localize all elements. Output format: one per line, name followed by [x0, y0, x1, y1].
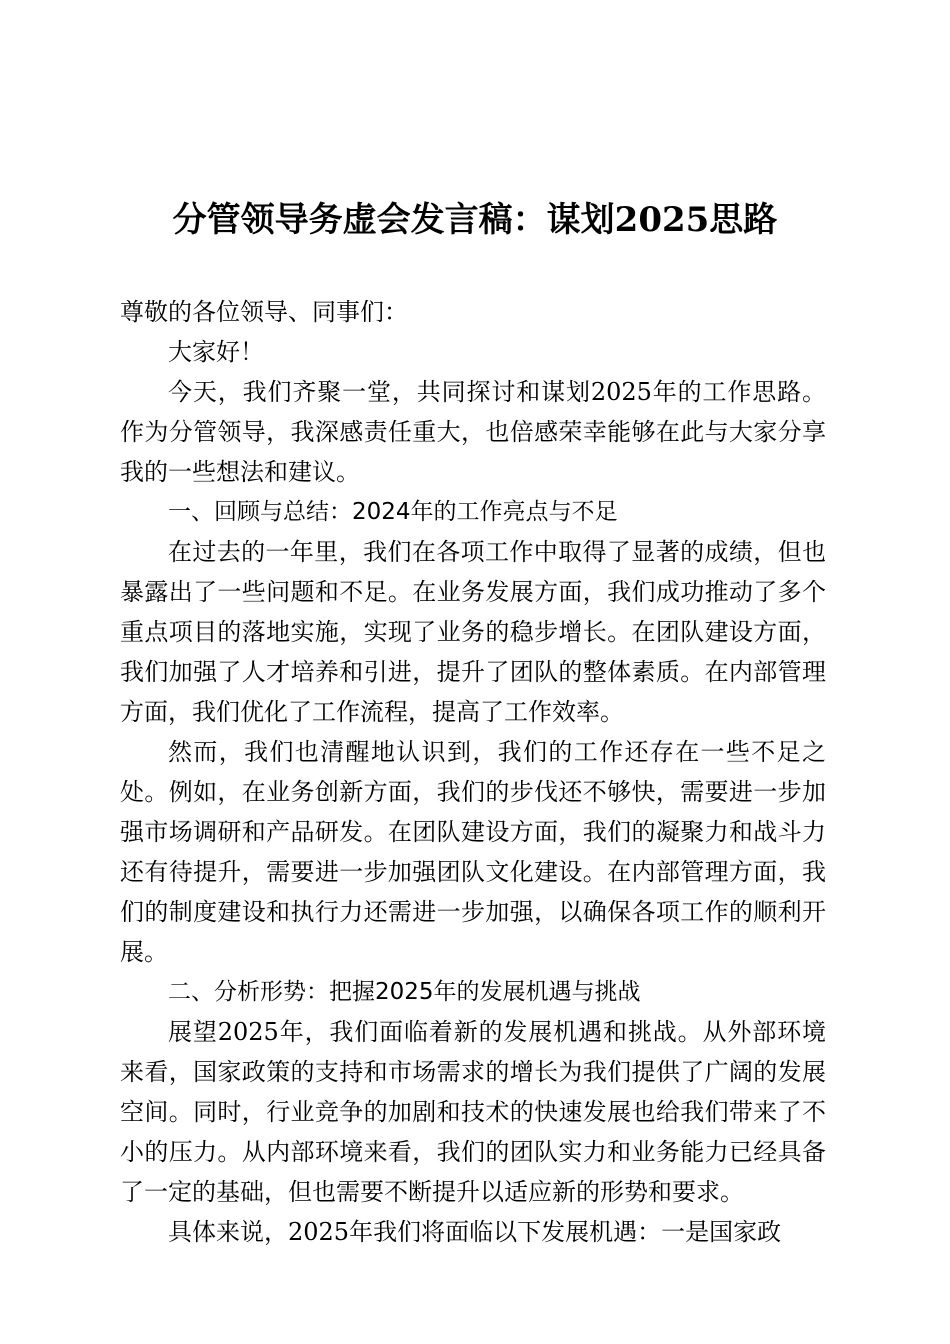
- salutation: 尊敬的各位领导、同事们：: [120, 298, 408, 326]
- greeting: 大家好！: [168, 338, 264, 366]
- intro-paragraph: 今天，我们齐聚一堂，共同探讨和谋划2025年的工作思路。作为分管领导，我深感责任重大，也倍感荣幸能够在此与大家分享我的一些想法和建议。: [120, 378, 826, 486]
- section-heading-2: 二、分析形势：把握2025年的发展机遇与挑战: [168, 979, 641, 1005]
- paragraph: 具体来说，2025年我们将面临以下发展机遇：一是国家政: [168, 1218, 782, 1246]
- paragraph: 在过去的一年里，我们在各项工作中取得了显著的成绩，但也暴露出了一些问题和不足。在业务发展方面，我们成功推动了多个重点项目的落地实施，实现了业务的稳步增长。在团队建设方面，我们加强了人才培养和引进，提升了团队的整体素质。在内部管理方面，我们优化了工作流程，提高了工作效率。: [120, 538, 826, 726]
- section-heading-1: 一、回顾与总结：2024年的工作亮点与不足: [168, 499, 618, 525]
- document-body: [120, 292, 826, 1252]
- document-title: 分管领导务虚会发言稿：谋划2025思路: [172, 200, 778, 240]
- paragraph: 展望2025年，我们面临着新的发展机遇和挑战。从外部环境来看，国家政策的支持和市场需求的增长为我们提供了广阔的发展空间。同时，行业竞争的加剧和技术的快速发展也给我们带来了不小的压力。从内部环境来看，我们的团队实力和业务能力已经具备了一定的基础，但也需要不断提升以适应新的形势和要求。: [120, 1018, 826, 1206]
- paragraph: 然而，我们也清醒地认识到，我们的工作还存在一些不足之处。例如，在业务创新方面，我们的步伐还不够快，需要进一步加强市场调研和产品研发。在团队建设方面，我们的凝聚力和战斗力还有待提升，需要进一步加强团队文化建设。在内部管理方面，我们的制度建设和执行力还需进一步加强，以确保各项工作的顺利开展。: [120, 738, 826, 966]
